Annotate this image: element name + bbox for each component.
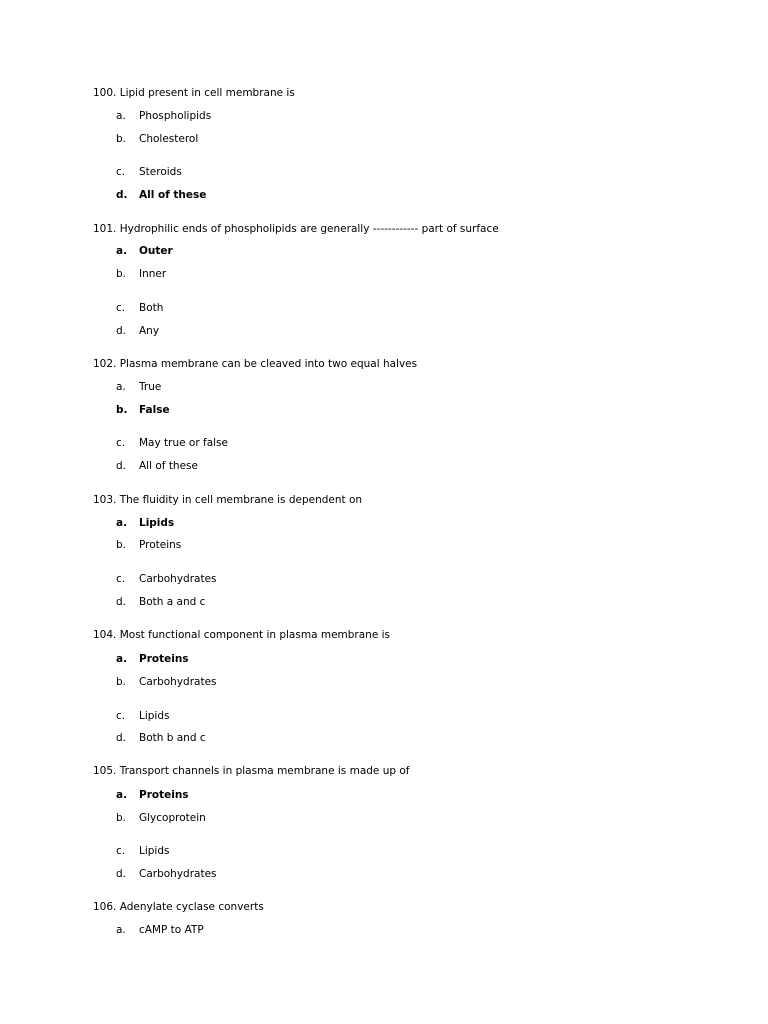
option-a bbox=[116, 923, 204, 937]
option-text: Proteins bbox=[139, 653, 189, 665]
option-letter: c. bbox=[116, 166, 126, 178]
option-a bbox=[116, 652, 189, 666]
option-letter: a. bbox=[116, 653, 128, 665]
option-letter: b. bbox=[116, 812, 127, 824]
option-text: Cholesterol bbox=[139, 133, 199, 145]
option-text: Both bbox=[139, 302, 164, 314]
question-text: 104. Most functional component in plasma membrane is bbox=[93, 629, 391, 641]
question-text: 102. Plasma membrane can be cleaved into two equal halves bbox=[93, 358, 418, 370]
option-letter: d. bbox=[116, 460, 127, 472]
option-text: May true or false bbox=[139, 437, 228, 449]
option-letter: c. bbox=[116, 573, 126, 585]
option-c bbox=[116, 436, 228, 450]
option-text: Carbohydrates bbox=[139, 868, 217, 880]
question-text: 105. Transport channels in plasma membrane is made up of bbox=[93, 765, 410, 777]
option-letter: d. bbox=[116, 596, 127, 608]
option-text: False bbox=[139, 404, 170, 416]
option-letter: a. bbox=[116, 924, 126, 936]
option-d bbox=[116, 188, 206, 202]
option-letter: a. bbox=[116, 110, 126, 122]
option-d bbox=[116, 731, 206, 745]
option-letter: a. bbox=[116, 517, 128, 529]
option-a bbox=[116, 380, 161, 394]
option-text: Proteins bbox=[139, 539, 182, 551]
option-letter: d. bbox=[116, 325, 127, 337]
option-text: Lipids bbox=[139, 845, 170, 857]
option-letter: c. bbox=[116, 710, 126, 722]
option-text: Any bbox=[139, 325, 160, 337]
option-a bbox=[116, 244, 173, 258]
option-c bbox=[116, 301, 163, 315]
option-text: Proteins bbox=[139, 789, 189, 801]
option-c bbox=[116, 709, 170, 723]
option-letter: a. bbox=[116, 381, 126, 393]
option-text: True bbox=[139, 381, 162, 393]
option-letter: d. bbox=[116, 732, 127, 744]
option-text: Inner bbox=[139, 268, 167, 280]
option-letter: c. bbox=[116, 845, 126, 857]
option-text: Outer bbox=[139, 245, 173, 257]
option-d bbox=[116, 324, 159, 338]
option-d bbox=[116, 867, 217, 881]
option-a bbox=[116, 788, 189, 802]
option-d bbox=[116, 595, 205, 609]
option-b bbox=[116, 403, 170, 417]
option-c bbox=[116, 844, 170, 858]
option-text: Lipids bbox=[139, 710, 170, 722]
option-b bbox=[116, 132, 198, 146]
option-b bbox=[116, 675, 217, 689]
option-letter: b. bbox=[116, 268, 127, 280]
option-letter: a. bbox=[116, 789, 128, 801]
question-text: 100. Lipid present in cell membrane is bbox=[93, 87, 295, 99]
option-letter: d. bbox=[116, 868, 127, 880]
option-letter: a. bbox=[116, 245, 128, 257]
option-text: Glycoprotein bbox=[139, 812, 206, 824]
option-b bbox=[116, 267, 166, 281]
option-letter: b. bbox=[116, 133, 127, 145]
question-text: 106. Adenylate cyclase converts bbox=[93, 901, 264, 913]
option-text: Steroids bbox=[139, 166, 182, 178]
question-text: 103. The fluidity in cell membrane is dependent on bbox=[93, 494, 363, 506]
option-letter: d. bbox=[116, 189, 128, 201]
option-letter: c. bbox=[116, 302, 126, 314]
option-b bbox=[116, 811, 206, 825]
option-letter: b. bbox=[116, 404, 128, 416]
question-text: 101. Hydrophilic ends of phospholipids are generally ------------ part of surface bbox=[93, 223, 499, 235]
option-text: Carbohydrates bbox=[139, 573, 217, 585]
option-letter: c. bbox=[116, 437, 126, 449]
option-b bbox=[116, 538, 181, 552]
option-c bbox=[116, 165, 182, 179]
option-text: Lipids bbox=[139, 517, 175, 529]
option-text: Both a and c bbox=[139, 596, 206, 608]
option-text: Both b and c bbox=[139, 732, 206, 744]
option-letter: b. bbox=[116, 539, 127, 551]
option-text: All of these bbox=[139, 189, 207, 201]
option-letter: b. bbox=[116, 676, 127, 688]
option-text: Phospholipids bbox=[139, 110, 212, 122]
option-a bbox=[116, 516, 174, 530]
option-c bbox=[116, 572, 217, 586]
option-text: All of these bbox=[139, 460, 198, 472]
option-d bbox=[116, 459, 198, 473]
option-text: Carbohydrates bbox=[139, 676, 217, 688]
option-a bbox=[116, 109, 211, 123]
option-text: cAMP to ATP bbox=[139, 924, 204, 936]
